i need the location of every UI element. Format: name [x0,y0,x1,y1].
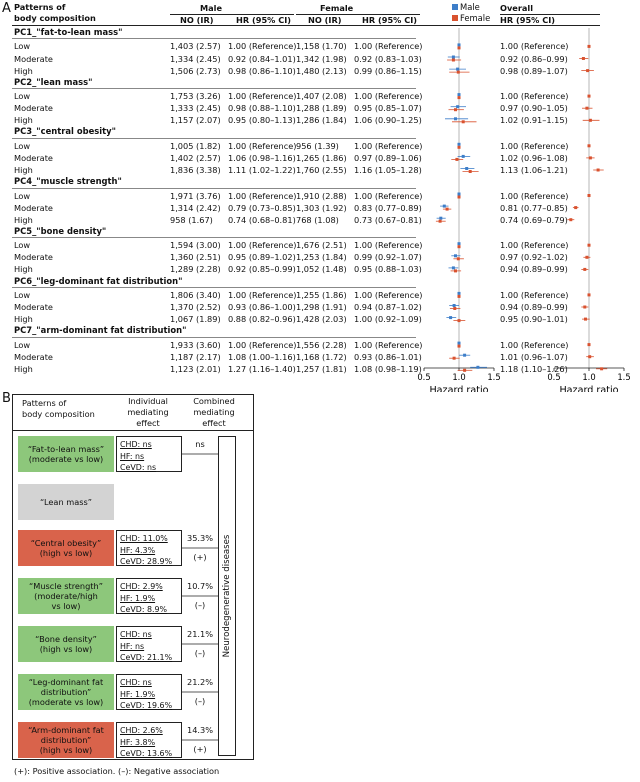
pattern-box: “Lean mass” [18,484,114,520]
overall-hr-cell: 0.94 (0.89–0.99) [500,302,568,312]
male-hr-cell: 1.00 (Reference) [228,41,297,52]
female-hr-cell: 1.00 (Reference) [354,289,423,300]
overall-hr-cell: 1.02 (0.96–1.08) [500,152,568,163]
association-sign: (+) [193,744,207,754]
male-no-cell: 1,971 (3.76) [170,190,221,201]
mediator-box [116,578,182,614]
level-cell: Low [14,289,31,300]
level-cell: Low [14,190,31,201]
female-no-cell: 1,407 (2.08) [296,91,347,102]
female-hr-cell: 1.06 (0.90–1.25) [354,115,422,126]
overall-hr-cell: 0.92 (0.86–0.99) [500,53,568,64]
male-hr-cell: 0.98 (0.86–1.10) [228,65,296,76]
x-tick-label: 1.5 [617,372,631,382]
overall-hr-cell: 0.74 (0.69–0.79) [500,214,568,225]
overall-hr-cell: 1.00 (Reference) [500,190,569,201]
male-hr-cell: 0.93 (0.86–1.00) [228,302,296,312]
combined-effect: ns [195,439,205,449]
patterns-header: Patterns of body composition [14,2,96,23]
female-hr-cell: 1.00 (Reference) [354,140,423,151]
pattern-box: “Fat-to-lean mass” (moderate vs low) [18,436,114,472]
female-no-cell: 1,428 (2.03) [296,314,347,325]
mediator-cevd: CeVD: 21.1% [120,653,173,662]
male-no-cell: 958 (1.67) [170,214,213,225]
male-hr-cell: 0.92 (0.85–0.99) [228,264,296,275]
group-title: PC2_"lean mass" [14,76,93,87]
female-no-cell: 1,052 (1.48) [296,264,347,275]
female-hr-cell: 1.00 (Reference) [354,240,423,251]
combined-effect: 21.1% [186,629,213,639]
level-cell: Moderate [14,202,53,213]
male-hr-cell: 1.11 (1.02–1.22) [228,165,296,175]
b-combined-header: Combined mediating effect [193,396,235,428]
male-hr-cell: 0.74 (0.68–0.81) [228,214,296,225]
overall-hr-cell: 1.00 (Reference) [500,140,569,151]
footnote: (+): Positive association. (–): Negative association [14,766,220,776]
male-no-cell: 1,360 (2.51) [170,252,221,263]
female-no-header: NO (IR) [308,15,342,25]
level-cell: Low [14,41,31,52]
overall-header: Overall [500,3,534,13]
mediator-box [116,722,182,758]
level-cell: High [14,214,33,225]
level-cell: High [14,314,33,325]
female-hr-cell: 0.95 (0.85–1.07) [354,103,422,114]
level-cell: Moderate [14,351,53,362]
female-hr-cell: 1.00 (Reference) [354,91,423,102]
group-title: PC7_"arm-dominant fat distribution" [14,325,187,336]
association-sign: (–) [194,648,206,658]
overall-hr-cell: 0.98 (0.89–1.07) [500,65,568,76]
mediator-chd: CHD: 2.9% [120,582,163,591]
male-no-cell: 1,333 (2.45) [170,103,221,114]
female-no-cell: 1,303 (1.92) [296,202,347,213]
female-hr-header: HR (95% CI) [362,15,417,25]
mediator-cevd: CeVD: 19.6% [120,701,173,710]
group-title: PC5_"bone density" [14,225,107,236]
x-tick-label: 1.0 [452,372,466,382]
male-no-cell: 1,334 (2.45) [170,53,221,64]
male-hr-cell: 0.95 (0.89–1.02) [228,252,296,263]
female-hr-cell: 1.16 (1.05–1.28) [354,165,422,175]
mediator-box [116,626,182,662]
male-hr-cell: 1.00 (Reference) [228,289,297,300]
female-hr-cell: 1.00 (Reference) [354,190,423,201]
female-hr-cell: 0.93 (0.86–1.01) [354,351,422,362]
female-hr-cell: 1.00 (Reference) [354,41,423,52]
x-tick-label: 0.5 [547,372,561,382]
level-cell: Low [14,240,31,251]
female-no-cell: 1,298 (1.91) [296,302,347,312]
mediator-hf: HF: ns [120,641,145,651]
association-sign: (+) [193,552,207,562]
male-hr-cell: 1.00 (Reference) [228,91,297,102]
female-hr-cell: 0.83 (0.77–0.89) [354,202,422,213]
female-no-cell: 1,480 (2.13) [296,65,347,76]
female-no-cell: 1,910 (2.88) [296,190,347,201]
group-title: PC3_"central obesity" [14,126,116,137]
male-no-cell: 1,314 (2.42) [170,202,221,213]
panel-b-label: B [2,391,11,406]
male-no-cell: 1,123 (2.01) [170,363,221,374]
male-hr-cell: 1.00 (Reference) [228,140,297,151]
level-cell: Moderate [14,152,53,163]
association-sign: (–) [194,600,206,610]
female-header: Female [320,3,354,13]
male-no-cell: 1,157 (2.07) [170,115,221,126]
overall-hr-cell: 1.13 (1.06–1.21) [500,165,568,175]
female-no-cell: 1,556 (2.28) [296,339,347,350]
female-no-cell: 1,676 (2.51) [296,240,347,251]
b-individual-header: Individual mediating effect [127,396,169,428]
female-hr-cell: 1.08 (0.98–1.19) [354,363,422,374]
level-cell: Low [14,339,31,350]
overall-hr-cell: 1.00 (Reference) [500,91,569,102]
male-hr-cell: 1.00 (Reference) [228,240,297,251]
male-no-cell: 1,403 (2.57) [170,41,221,52]
overall-hr-cell: 1.00 (Reference) [500,240,569,251]
female-hr-cell: 0.99 (0.86–1.15) [354,65,422,76]
female-no-cell: 1,158 (1.70) [296,41,347,52]
combined-effect: 10.7% [186,581,213,591]
level-cell: High [14,65,33,76]
overall-hr-cell: 0.94 (0.89–0.99) [500,264,568,275]
female-hr-cell: 0.99 (0.92–1.07) [354,252,422,263]
male-no-cell: 1,753 (3.26) [170,91,221,102]
overall-hr-cell: 1.00 (Reference) [500,289,569,300]
male-no-header: NO (IR) [180,15,214,25]
male-no-cell: 1,005 (1.82) [170,140,221,151]
female-no-cell: 768 (1.08) [296,214,339,225]
mediator-cevd: CeVD: 28.9% [120,557,173,566]
overall-hr-cell: 1.01 (0.96–1.07) [500,351,568,362]
association-sign: (–) [194,696,206,706]
pattern-box: “Muscle strength” (moderate/high vs low) [18,578,114,614]
overall-hr-cell: 1.02 (0.91–1.15) [500,115,568,126]
mediator-chd: CHD: 11.0% [120,534,168,543]
mediator-hf: HF: 3.8% [120,737,156,747]
level-cell: Low [14,140,31,151]
pattern-box: “Leg-dominant fat distribution” (moderate vs low) [18,674,114,710]
overall-hr-cell: 0.97 (0.92–1.02) [500,252,568,263]
female-hr-cell: 1.00 (0.92–1.09) [354,314,422,325]
overall-hr-cell: 1.18 (1.10–1.26) [500,363,568,374]
female-hr-cell: 0.97 (0.89–1.06) [354,152,422,163]
x-tick-label: 1.5 [487,372,501,382]
female-no-cell: 1,288 (1.89) [296,103,347,114]
male-hr-cell: 0.79 (0.73–0.85) [228,202,296,213]
mediator-chd: CHD: 2.6% [120,726,163,735]
male-hr-cell: 0.92 (0.84–1.01) [228,53,296,64]
level-cell: High [14,264,33,275]
female-no-cell: 1,253 (1.84) [296,252,347,263]
male-no-cell: 1,594 (3.00) [170,240,221,251]
overall-hr-cell: 0.97 (0.90–1.05) [500,103,568,114]
mediator-cevd: CeVD: 13.6% [120,749,173,758]
female-hr-cell: 0.94 (0.87–1.02) [354,302,422,312]
legend-female-label: Female [460,12,491,23]
level-cell: Moderate [14,103,53,114]
outcome-label: Neurodegenerative diseases [222,534,232,658]
mediator-chd: CHD: ns [120,630,152,639]
female-no-cell: 1,257 (1.81) [296,363,347,374]
mediator-hf: HF: ns [120,451,145,461]
x-axis-label: Hazard ratio [429,385,489,392]
mediator-box [116,674,182,710]
level-cell: High [14,115,33,126]
mediator-chd: CHD: ns [120,440,152,449]
female-hr-cell: 0.73 (0.67–0.81) [354,214,422,225]
female-no-cell: 1,286 (1.84) [296,115,347,126]
male-hr-cell: 1.08 (1.00–1.16) [228,351,296,362]
level-cell: Low [14,91,31,102]
overall-hr-cell: 0.81 (0.77–0.85) [500,202,568,213]
female-hr-cell: 1.00 (Reference) [354,339,423,350]
male-hr-cell: 1.27 (1.16–1.40) [228,363,296,374]
female-no-cell: 1,760 (2.55) [296,165,347,175]
male-no-cell: 1,289 (2.28) [170,264,221,275]
female-no-cell: 1,255 (1.86) [296,289,347,300]
male-hr-cell: 0.95 (0.80–1.13) [228,115,296,126]
mediator-hf: HF: 1.9% [120,689,156,699]
female-hr-cell: 0.92 (0.83–1.03) [354,53,422,64]
male-hr-cell: 1.00 (Reference) [228,190,297,201]
male-no-cell: 1,506 (2.73) [170,65,221,76]
mediator-cevd: CeVD: ns [120,463,157,472]
mediator-box [116,530,182,566]
mediator-chd: CHD: ns [120,678,152,687]
female-hr-cell: 0.95 (0.88–1.03) [354,264,422,275]
group-title: PC1_"fat-to-lean mass" [14,27,123,37]
level-cell: Moderate [14,302,53,312]
pattern-box: “Central obesity” (high vs low) [18,530,114,566]
legend-male-label: Male [460,2,480,12]
mediator-hf: HF: 4.3% [120,545,156,555]
female-no-cell: 1,168 (1.72) [296,351,347,362]
female-no-cell: 1,342 (1.98) [296,53,347,64]
x-tick-label: 1.0 [582,372,596,382]
mediator-box [116,436,182,472]
overall-hr-header: HR (95% CI) [500,15,555,25]
male-no-cell: 1,836 (3.38) [170,165,221,175]
overall-hr-cell: 1.00 (Reference) [500,339,569,350]
male-hr-cell: 1.06 (0.98–1.16) [228,152,296,163]
combined-effect: 21.2% [186,677,213,687]
level-cell: High [14,363,33,374]
b-patterns-header: Patterns of body composition [22,398,95,419]
overall-hr-cell: 1.00 (Reference) [500,41,569,52]
male-no-cell: 1,402 (2.57) [170,152,221,163]
male-no-cell: 1,370 (2.52) [170,302,221,312]
group-title: PC4_"muscle strength" [14,176,122,187]
pattern-box: “Arm-dominant fat distribution” (high vs low) [18,722,114,758]
male-header: Male [200,3,223,13]
group-title: PC6_"leg-dominant fat distribution" [14,275,183,286]
female-no-cell: 1,265 (1.86) [296,152,347,163]
male-no-cell: 1,067 (1.89) [170,314,221,325]
combined-effect: 14.3% [186,725,213,735]
male-no-cell: 1,806 (3.40) [170,289,221,300]
male-hr-header: HR (95% CI) [236,15,291,25]
female-no-cell: 956 (1.39) [296,140,339,151]
mediator-hf: HF: 1.9% [120,593,156,603]
mediator-cevd: CeVD: 8.9% [120,605,168,614]
level-cell: High [14,165,33,175]
male-hr-cell: 0.88 (0.82–0.96) [228,314,296,325]
x-tick-label: 0.5 [417,372,431,382]
pattern-box: “Bone density” (high vs low) [18,626,114,662]
male-no-cell: 1,933 (3.60) [170,339,221,350]
x-axis-label: Hazard ratio [559,385,619,392]
overall-hr-cell: 0.95 (0.90–1.01) [500,314,568,325]
level-cell: Moderate [14,252,53,263]
male-hr-cell: 1.00 (Reference) [228,339,297,350]
combined-effect: 35.3% [186,533,213,543]
level-cell: Moderate [14,53,53,64]
male-no-cell: 1,187 (2.17) [170,351,221,362]
panel-a-label: A [2,1,11,16]
male-hr-cell: 0.98 (0.88–1.10) [228,103,296,114]
